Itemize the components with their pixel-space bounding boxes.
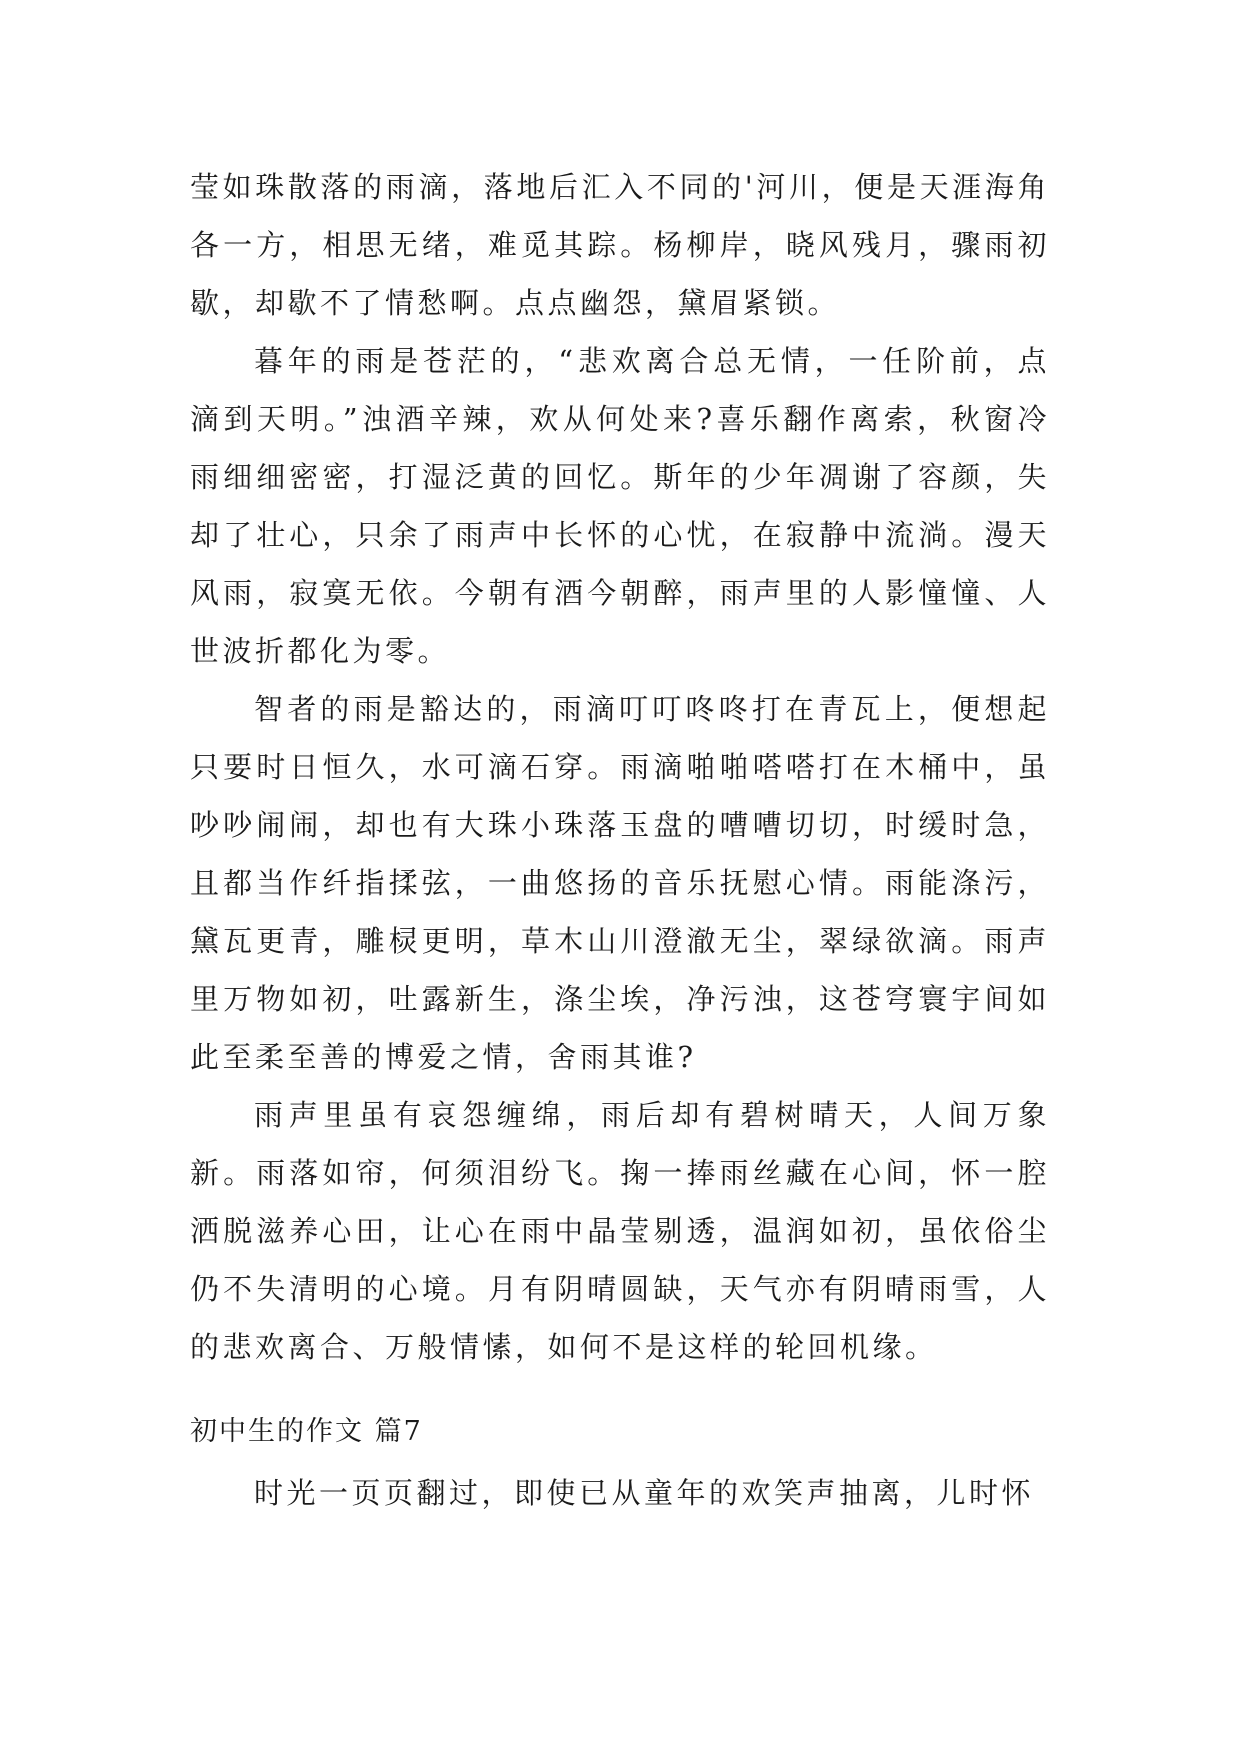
paragraph-4: 雨声里虽有哀怨缠绵，雨后却有碧树晴天，人间万象新。雨落如帘，何须泪纷飞。掬一捧雨丝藏在心间，怀一腔洒脱滋养心田，让心在雨中晶莹剔透，温润如初，虽依俗尘仍不失清明的心境。月有阴晴圆缺，天气亦有阴晴雨雪，人的悲欢离合、万般情愫，如何不是这样的轮回机缘。 bbox=[190, 1098, 1050, 1364]
document-body bbox=[190, 158, 1050, 1522]
paragraph-2: 暮年的雨是苍茫的，“悲欢离合总无情，一任阶前，点滴到天明。”浊酒辛辣，欢从何处来?喜乐翻作离索，秋窗冷雨细细密密，打湿泛黄的回忆。斯年的少年凋谢了容颜，失却了壮心，只余了雨声中长怀的心忧，在寂静中流淌。漫天风雨，寂寞无依。今朝有酒今朝醉，雨声里的人影憧憧、人世波折都化为零。 bbox=[190, 344, 1050, 668]
section-heading: 初中生的作文 篇7 bbox=[190, 1416, 423, 1447]
paragraph-5: 时光一页页翻过，即使已从童年的欢笑声抽离，儿时怀 bbox=[254, 1476, 1035, 1510]
paragraph-1: 莹如珠散落的雨滴，落地后汇入不同的'河川，便是天涯海角各一方，相思无绪，难觅其踪。杨柳岸，晓风残月，骤雨初歇，却歇不了情愁啊。点点幽怨，黛眉紧锁。 bbox=[190, 170, 1050, 320]
paragraph-3: 智者的雨是豁达的，雨滴叮叮咚咚打在青瓦上，便想起只要时日恒久，水可滴石穿。雨滴啪啪嗒嗒打在木桶中，虽吵吵闹闹，却也有大珠小珠落玉盘的嘈嘈切切，时缓时急，且都当作纤指揉弦，一曲悠扬的音乐抚慰心情。雨能涤污，黛瓦更青，雕棂更明，草木山川澄澈无尘，翠绿欲滴。雨声里万物如初，吐露新生，涤尘埃，净污浊，这苍穹寰宇间如此至柔至善的博爱之情，舍雨其谁? bbox=[190, 692, 1050, 1074]
